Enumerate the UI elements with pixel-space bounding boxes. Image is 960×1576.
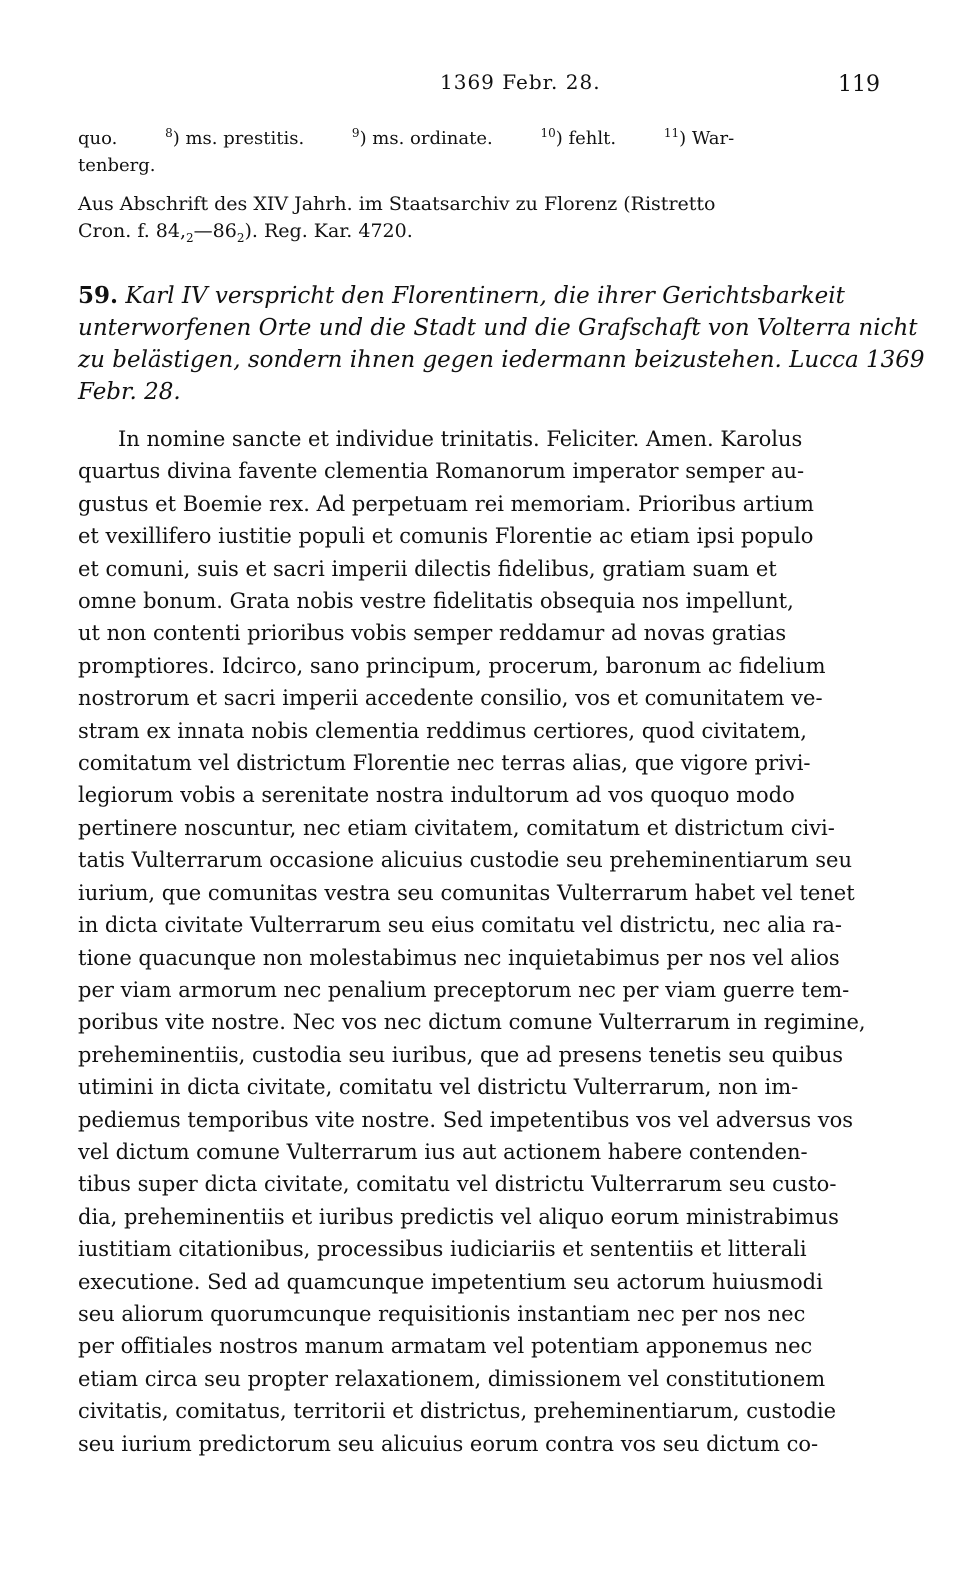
text-line: et vexillifero iustitie populi et comunis Florentie ac etiam ipsi populo: [78, 524, 814, 549]
footnote-9-mark: 9: [351, 126, 360, 140]
subscript: 2: [186, 230, 194, 245]
text-line: stram ex innata nobis clementia reddimus certiores, quod civitatem,: [78, 718, 807, 743]
text-line: nostrorum et sacri imperii accedente consilio, vos et comunitatem ve-: [78, 686, 823, 711]
regest-heading: [78, 280, 925, 408]
text-line: omne bonum. Grata nobis vestre fidelitatis obsequia nos impellunt,: [78, 589, 794, 614]
text-line: utimini in dicta civitate, comitatu vel districtu Vulterrarum, non im-: [78, 1075, 799, 1100]
text-line: tione quacunque non molestabimus nec inquietabimus per nos vel alios: [78, 945, 840, 970]
text-line: et comuni, suis et sacri imperii dilectis fidelibus, gratiam suam et: [78, 556, 777, 581]
text-line: dia, preheminentiis et iuribus predictis vel aliquo eorum ministrabimus: [78, 1204, 839, 1229]
footnote-line: tenberg.: [78, 155, 156, 176]
regest-line: unterworfenen Orte und die Stadt und die Grafschaft von Volterra nicht: [78, 315, 918, 341]
text-line: pediemus temporibus vite nostre. Sed impetentibus vos vel adversus vos: [78, 1107, 854, 1132]
text-line: per offitiales nostros manum armatam vel potentiam apponemus nec: [78, 1334, 813, 1359]
footnotes-carryover: [78, 120, 878, 179]
text-line: executione. Sed ad quamcunque impetentium seu actorum huiusmodi: [78, 1269, 823, 1294]
footnote-9: [352, 120, 493, 152]
text-line: poribus vite nostre. Nec vos nec dictum comune Vulterrarum in regimine,: [78, 1010, 866, 1035]
footnote-10: [540, 120, 616, 152]
source-line: [78, 218, 888, 252]
source-line: Aus Abschrift des XIV Jahrh. im Staatsarchiv zu Florenz (Ristretto: [78, 193, 716, 215]
text-line: quartus divina favente clementia Romanorum imperator semper au-: [78, 459, 805, 484]
footnote-8-mark: 8: [165, 126, 173, 140]
running-title: 1369 Febr. 28.: [440, 70, 601, 94]
text-line: seu iurium predictorum seu alicuius eorum contra vos seu dictum co-: [78, 1431, 819, 1456]
text-line: comitatum vel districtum Florentie nec terras alias, que vigore privi-: [78, 751, 811, 776]
footnote-10-text: ) fehlt.: [555, 128, 617, 149]
footnote-8: [165, 120, 304, 152]
footnote-11: [664, 120, 734, 152]
text-line: gustus et Boemie rex. Ad perpetuam rei memoriam. Prioribus artium: [78, 491, 814, 516]
footnote-8-text: ) ms. prestitis.: [172, 128, 305, 149]
text-line: tatis Vulterrarum occasione alicuius custodie seu preheminentiarum seu: [78, 848, 852, 873]
text-line: promptiores. Idcirco, sano principum, procerum, baronum ac fidelium: [78, 653, 826, 678]
footnote-continuation: quo.: [78, 128, 118, 149]
source-text: —86: [193, 220, 237, 242]
footnote-11-mark: 11: [663, 126, 680, 140]
running-head: [0, 70, 960, 100]
subscript: 2: [236, 230, 245, 245]
regest-line: [78, 280, 898, 312]
footnote-11-text: ) War-: [679, 128, 735, 149]
text-line: in dicta civitate Vulterrarum seu eius comitatu vel districtu, nec alia ra-: [78, 913, 842, 938]
source-text: ). Reg. Kar. 4720.: [244, 220, 413, 242]
source-text: Cron. f. 84,: [78, 220, 187, 242]
text-line: In nomine sancte et individue trinitatis. Feliciter. Amen. Karolus: [118, 427, 803, 451]
source-note: [78, 191, 888, 252]
footnote-9-text: ) ms. ordinate.: [359, 128, 493, 149]
text-line: pertinere noscuntur, nec etiam civitatem, comitatum et districtum civi-: [78, 815, 835, 840]
regest-text: Karl IV verspricht den Florentinern, die ihrer Gerichtsbarkeit: [125, 283, 845, 309]
charter-text: [78, 423, 878, 1460]
regest-number: 59.: [78, 282, 119, 309]
footnote-10-mark: 10: [540, 126, 556, 140]
regest-line: zu belästigen, sondern ihnen gegen iedermann beizustehen. Lucca 1369: [78, 347, 925, 373]
text-line: iurium, que comunitas vestra seu comunitas Vulterrarum habet vel tenet: [78, 880, 855, 905]
text-line: seu aliorum quorumcunque requisitionis instantiam nec per nos nec: [78, 1301, 806, 1326]
text-line: legiorum vobis a serenitate nostra indultorum ad vos quoquo modo: [78, 783, 795, 808]
text-line: per viam armorum nec penalium preceptorum nec per viam guerre tem-: [78, 977, 850, 1002]
text-line: preheminentiis, custodia seu iuribus, que ad presens tenetis seu quibus: [78, 1042, 844, 1067]
text-line: ut non contenti prioribus vobis semper reddamur ad novas gratias: [78, 621, 787, 646]
text-line: etiam circa seu propter relaxationem, dimissionem vel constitutionem: [78, 1366, 826, 1391]
text-line: iustitiam citationibus, processibus iudiciariis et sententiis et litterali: [78, 1237, 807, 1262]
regest-line: Febr. 28.: [78, 379, 181, 405]
text-line: vel dictum comune Vulterrarum ius aut actionem habere contenden-: [78, 1139, 808, 1164]
footnote-line: [78, 120, 878, 152]
page-number: 119: [838, 72, 880, 97]
text-line: civitatis, comitatus, territorii et districtus, preheminentiarum, custodie: [78, 1399, 836, 1424]
text-line: tibus super dicta civitate, comitatu vel districtu Vulterrarum seu custo-: [78, 1172, 837, 1197]
